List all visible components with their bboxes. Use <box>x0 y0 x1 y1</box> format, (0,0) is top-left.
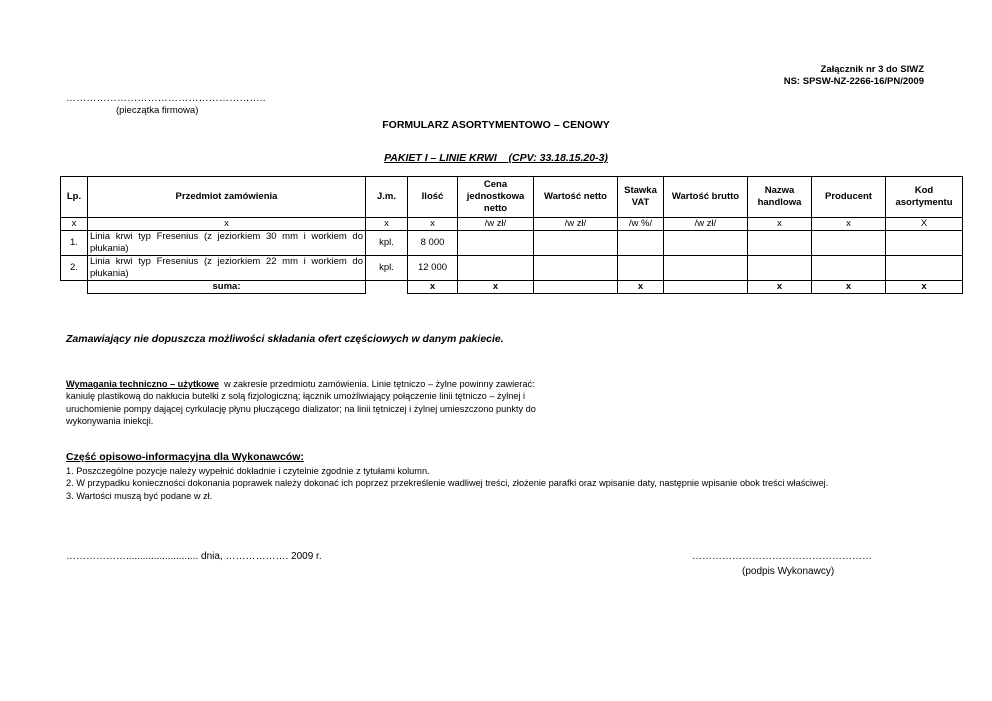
signature-label: (podpis Wykonawcy) <box>742 566 835 577</box>
info-item: 3. Wartości muszą być podane w zł. <box>66 490 213 501</box>
col-header: Cena jednostkowa netto <box>458 177 534 218</box>
product-code-cell[interactable] <box>886 231 963 256</box>
producer-cell[interactable] <box>812 256 886 281</box>
unit-cell: x <box>812 218 886 231</box>
price-table <box>60 176 963 294</box>
trade-name-cell[interactable] <box>748 256 812 281</box>
package-title-wrap <box>0 148 992 166</box>
requirements-line: kaniulę plastikową do nakłucia butelki z solą fizjologiczną; łącznik umożliwiający połączenie linii tętniczo – żylnej i <box>66 391 526 402</box>
gross-value-cell[interactable] <box>664 231 748 256</box>
requirements-line: wykonywania iniekcji. <box>66 415 154 426</box>
partial-offers-notice: Zamawiający nie dopuszcza możliwości składania ofert częściowych w danym pakiecie. <box>66 333 504 345</box>
info-list <box>66 465 946 502</box>
vat-rate-cell[interactable] <box>618 256 664 281</box>
col-header: Ilość <box>408 177 458 218</box>
table-row <box>61 256 963 281</box>
info-item: 1. Poszczególne pozycje należy wypełnić dokładnie i czytelnie zgodnie z tytułami kolumn. <box>66 466 430 476</box>
units-row <box>61 218 963 231</box>
unit-price-cell[interactable] <box>458 231 534 256</box>
trade-name-cell[interactable] <box>748 231 812 256</box>
col-header: Stawka VAT <box>618 177 664 218</box>
package-title: PAKIET I – LINIE KRWI (CPV: 33.18.15.20-3) <box>384 152 608 164</box>
unit-cell: /w zł/ <box>458 218 534 231</box>
sum-mark: x <box>618 281 664 294</box>
unit-price-cell[interactable] <box>458 256 534 281</box>
net-value-cell[interactable] <box>534 231 618 256</box>
sum-label: suma: <box>88 281 366 294</box>
gross-value-cell[interactable] <box>664 256 748 281</box>
net-value-cell[interactable] <box>534 256 618 281</box>
product-code-cell[interactable] <box>886 256 963 281</box>
unit-cell: x <box>61 218 88 231</box>
table-row <box>61 231 963 256</box>
col-header: Lp. <box>61 177 88 218</box>
sum-row <box>61 281 963 294</box>
col-header: J.m. <box>366 177 408 218</box>
item-description: Linia krwi typ Fresenius (z jeziorkiem 30 mm i workiem do płukania) <box>88 231 366 256</box>
col-header: Kod asortymentu <box>886 177 963 218</box>
item-description: Linia krwi typ Fresenius (z jeziorkiem 22 mm i workiem do płukania) <box>88 256 366 281</box>
info-title: Część opisowo-informacyjna dla Wykonawców: <box>66 451 304 463</box>
stamp-label: (pieczątka firmowa) <box>116 105 199 116</box>
item-unit: kpl. <box>366 231 408 256</box>
unit-cell: /w zł/ <box>534 218 618 231</box>
unit-cell: x <box>88 218 366 231</box>
gross-sum-cell[interactable] <box>664 281 748 294</box>
producer-cell[interactable] <box>812 231 886 256</box>
item-unit: kpl. <box>366 256 408 281</box>
stamp-dots: ………………………………………………….. <box>66 93 266 104</box>
empty-cell <box>61 281 88 294</box>
unit-cell: x <box>408 218 458 231</box>
unit-cell: X <box>886 218 963 231</box>
attachment-label: Załącznik nr 3 do SIWZ <box>820 64 924 75</box>
vat-rate-cell[interactable] <box>618 231 664 256</box>
unit-cell: x <box>366 218 408 231</box>
sum-mark: x <box>748 281 812 294</box>
requirements-line: uruchomienie pompy dającej cyrkulację płynu płuczącego dializator; na linii tętniczej i żylnej umieszczono punkty do <box>66 403 536 414</box>
requirements-block <box>66 378 566 427</box>
col-header: Nazwa handlowa <box>748 177 812 218</box>
sum-mark: x <box>458 281 534 294</box>
row-number: 2. <box>61 256 88 281</box>
unit-cell: x <box>748 218 812 231</box>
item-quantity: 8 000 <box>408 231 458 256</box>
requirements-line <box>66 378 566 390</box>
reference-number: NS: SPSW-NZ-2266-16/PN/2009 <box>783 76 924 87</box>
requirements-text: w zakresie przedmiotu zamówienia. Linie tętniczo – żylne powinny zawierać: <box>224 379 535 389</box>
unit-cell: /w %/ <box>618 218 664 231</box>
info-item: 2. W przypadku konieczności dokonania poprawek należy dokonać ich poprzez przekreślenie wadliwej treści, złożenie parafki oraz wpisanie daty, następnie wpisanie obok treści właściwej. <box>66 478 829 489</box>
sum-mark: x <box>886 281 963 294</box>
sum-mark: x <box>812 281 886 294</box>
item-quantity: 12 000 <box>408 256 458 281</box>
table-header-row <box>61 177 963 218</box>
col-header: Producent <box>812 177 886 218</box>
col-header: Wartość netto <box>534 177 618 218</box>
unit-cell: /w zł/ <box>664 218 748 231</box>
date-line: ……………….......................... dnia, ………………. 2009 r. <box>66 551 322 562</box>
col-header: Wartość brutto <box>664 177 748 218</box>
empty-cell <box>366 281 408 294</box>
signature-dots: ……………………………………………… <box>692 551 872 562</box>
net-sum-cell[interactable] <box>534 281 618 294</box>
form-title: FORMULARZ ASORTYMENTOWO – CENOWY <box>382 119 610 131</box>
requirements-label: Wymagania techniczno – użytkowe <box>66 379 219 389</box>
row-number: 1. <box>61 231 88 256</box>
sum-mark: x <box>408 281 458 294</box>
col-header: Przedmiot zamówienia <box>88 177 366 218</box>
